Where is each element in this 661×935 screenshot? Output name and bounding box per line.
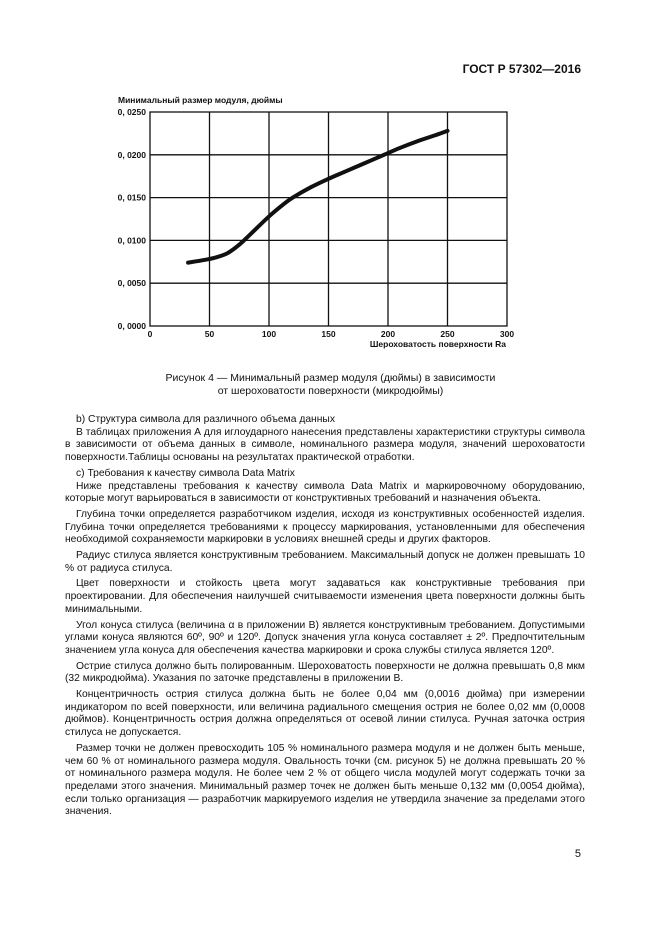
paragraph: Размер точки не должен превосходить 105 % номинального размера модуля и не должен быть меньше, чем 60 % от номинального размера модуля. Овальность точки (см. рисунок 5) не должна превышать 20 % от номинального размера модуля. Не более чем 2 % от общего числа модулей могут содержать точки за пределами этого значения. Минимальный размер точек не должен быть меньше 0,132 мм (0,0054 дюйма), если только организация — разработчик маркируемого изделия не утвердила значение за пределами этого значения.: [65, 742, 585, 818]
paragraph: Острие стилуса должно быть полированным. Шероховатость поверхности не должна превышать 0,8 мкм (32 микродюйма). Указания по заточке представлены в приложении В.: [65, 660, 585, 685]
x-axis-ticks: [148, 329, 515, 339]
y-tick-label: 0, 0100: [117, 235, 146, 246]
paragraph: Концентричность острия стилуса должна быть не более 0,04 мм (0,0016 дюйма) при измерении индикатором по всей поверхности, или величина радиального смещения острия не более 0,02 мм (0,0008 дюймов). Концентричность острия должна определяться от осевой линии стилуса. Ручная заточка острия стилуса не допускается.: [65, 689, 585, 739]
paragraph: Радиус стилуса является конструктивным требованием. Максимальный допуск не должен превышать 10 % от радиуса стилуса.: [65, 550, 585, 574]
caption-line-1: Рисунок 4 — Минимальный размер модуля (дюймы) в зависимости: [165, 372, 496, 384]
y-tick-label: 0, 0050: [117, 278, 146, 289]
x-tick-label: 250: [440, 329, 455, 339]
subheading-b: b) Структура символа для различного объема данных: [76, 414, 335, 425]
chart-title: Минимальный размер модуля, дюймы: [118, 95, 283, 105]
x-axis-label: Шероховатость поверхности Ra: [369, 339, 506, 349]
x-tick-label: 150: [321, 329, 336, 339]
document-code: ГОСТ Р 57302—2016: [462, 62, 581, 76]
page-number: 5: [574, 848, 581, 860]
paragraph: Угол конуса стилуса (величина α в приложении В) является конструктивным требованием. Допустимыми углами конуса являются 60º, 90º и 120º. Допуск значения угла конуса составляет ± 2º. Предпочтительным значением угла конуса для обеспечения качества маркировки и срока службы стилуса является 120º.: [65, 619, 585, 656]
y-tick-label: 0, 0150: [117, 192, 146, 203]
x-tick-label: 200: [380, 329, 396, 339]
subheading-c: c) Требования к качеству символа Data Matrix: [76, 467, 295, 479]
y-tick-label: 0, 0200: [117, 149, 146, 160]
y-axis-ticks: [118, 107, 147, 331]
paragraph: Цвет поверхности и стойкость цвета могут задаваться как конструктивные требования при проектировании. Для обеспечения наилучшей считываемости изменения цвета поверхности должны быть минимальными.: [65, 578, 585, 615]
paragraph: В таблицах приложения А для иглоударного нанесения представлены характеристики структуры символа в зависимости от объема данных в символе, номинального размера модуля, значений шероховатости поверхности.Таблицы основаны на результатах практической отработки.: [65, 426, 585, 464]
x-tick-label: 50: [204, 329, 215, 339]
x-tick-label: 100: [261, 329, 277, 339]
x-tick-label: 0: [147, 329, 153, 339]
y-tick-label: 0, 0000: [117, 321, 146, 331]
x-tick-label: 300: [499, 329, 515, 339]
chart-grid: [150, 112, 507, 326]
y-tick-label: 0, 0250: [117, 107, 146, 117]
paragraph: Глубина точки определяется разработчиком изделия, исходя из конструктивных особенностей изделия. Глубина точки определяется требованиями к процессу маркирования, установленными для обеспечения необходимой сохраняемости маркировки в условиях внешней среды и других факторов.: [65, 508, 585, 546]
paragraph: Ниже представлены требования к качеству символа Data Matrix и маркировочному оборудованию, которые могут варьироваться в зависимости от конструктивных требований и назначения объекта.: [65, 480, 585, 505]
surface-roughness-chart: [110, 92, 530, 356]
caption-line-2: от шероховатости поверхности (микродюймы): [217, 385, 444, 397]
series-line-min-module-size: [188, 131, 447, 263]
figure-caption: [0, 372, 661, 398]
body-text: [65, 414, 585, 822]
